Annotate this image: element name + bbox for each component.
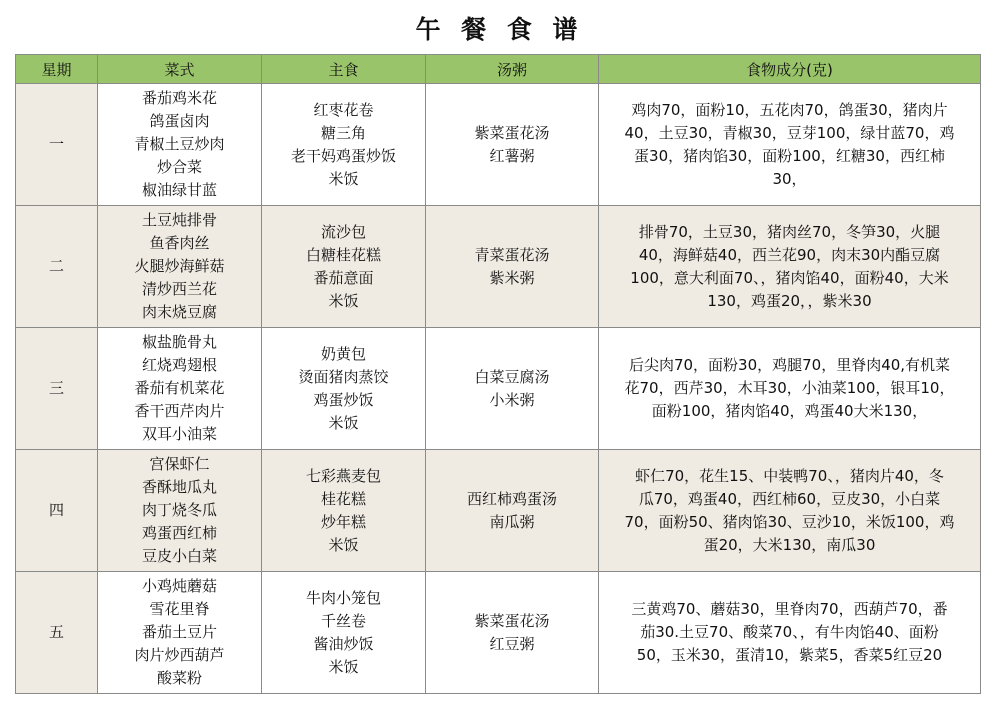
dish-item: 肉片炒西葫芦 xyxy=(134,646,225,664)
table-row xyxy=(16,572,981,694)
header-soups: 汤粥 xyxy=(426,55,599,84)
soups-cell xyxy=(426,328,599,450)
soups-cell xyxy=(426,84,599,206)
staples-cell xyxy=(262,450,426,572)
components-cell xyxy=(599,84,981,206)
soup-item: 红薯粥 xyxy=(489,146,535,165)
dishes-cell xyxy=(98,572,262,694)
dish-item: 鸡蛋西红柿 xyxy=(141,524,217,542)
day-cell: 四 xyxy=(16,450,98,572)
dish-item: 番茄鸡米花 xyxy=(141,89,217,107)
dishes-cell xyxy=(98,206,262,328)
soup-item: 南瓜粥 xyxy=(489,512,535,531)
staples-cell xyxy=(262,328,426,450)
dish-item: 土豆炖排骨 xyxy=(141,211,217,229)
header-dishes: 菜式 xyxy=(98,55,262,84)
staple-item: 米饭 xyxy=(328,657,359,676)
dish-item: 小鸡炖蘑菇 xyxy=(141,577,217,595)
component-line: 三黄鸡70、蘑菇30，里脊肉70，西葫芦70，番 xyxy=(631,600,948,618)
dish-item: 椒盐脆骨丸 xyxy=(141,333,217,351)
staples-cell xyxy=(262,84,426,206)
staple-item: 七彩燕麦包 xyxy=(305,466,381,485)
header-day: 星期 xyxy=(16,55,98,84)
dish-item: 豆皮小白菜 xyxy=(141,547,217,565)
staples-cell xyxy=(262,572,426,694)
day-cell: 一 xyxy=(16,84,98,206)
staple-item: 老干妈鸡蛋炒饭 xyxy=(290,146,396,165)
dish-item: 红烧鸡翅根 xyxy=(141,356,217,374)
staple-item: 番茄意面 xyxy=(313,268,374,287)
dish-item: 番茄土豆片 xyxy=(141,623,217,641)
dish-item: 香干西芹肉片 xyxy=(134,402,225,420)
table-header-row xyxy=(16,55,981,84)
component-line: 蛋20，大米130，南瓜30 xyxy=(703,535,876,554)
soups-cell xyxy=(426,450,599,572)
component-line: 70，面粉50、猪肉馅30、豆沙10，米饭100，鸡 xyxy=(624,512,955,531)
dish-item: 火腿炒海鲜菇 xyxy=(134,257,225,275)
component-line: 40，土豆30，青椒30，豆芽100，绿甘蓝70，鸡 xyxy=(624,123,955,142)
table-row xyxy=(16,450,981,572)
component-line: 花70，西芹30，木耳30，小油菜100，银耳10， xyxy=(624,379,955,397)
soup-item: 西红柿鸡蛋汤 xyxy=(466,489,557,508)
soup-item: 紫菜蛋花汤 xyxy=(474,611,550,630)
soup-item: 紫米粥 xyxy=(489,268,535,287)
dish-item: 肉丁烧冬瓜 xyxy=(141,501,217,519)
component-line: 后尖肉70，面粉30，鸡腿70，里脊肉40,有机菜 xyxy=(628,356,951,374)
staple-item: 米饭 xyxy=(328,169,359,188)
table-row xyxy=(16,84,981,206)
dish-item: 双耳小油菜 xyxy=(141,425,217,443)
dish-item: 酸菜粉 xyxy=(156,669,202,687)
lunch-menu-table xyxy=(15,54,981,694)
component-line: 蛋30，猪肉馅30，面粉100，红糖30，西红柿 xyxy=(634,146,945,165)
soup-item: 青菜蛋花汤 xyxy=(474,245,550,264)
table-row xyxy=(16,206,981,328)
component-line: 茄30.土豆70、酸菜70、，有牛肉馅40、面粉 xyxy=(640,623,939,641)
component-line: 鸡肉70，面粉10，五花肉70，鸽蛋30，猪肉片 xyxy=(631,100,948,119)
soup-item: 白菜豆腐汤 xyxy=(474,367,550,386)
staple-item: 烫面猪肉蒸饺 xyxy=(298,367,389,386)
staple-item: 炒年糕 xyxy=(320,512,366,531)
dish-item: 鸽蛋卤肉 xyxy=(149,112,210,130)
component-line: 30， xyxy=(772,169,807,188)
component-line: 排骨70，土豆30，猪肉丝70，冬笋30，火腿 xyxy=(638,222,941,241)
staples-cell xyxy=(262,206,426,328)
components-cell xyxy=(599,450,981,572)
day-cell: 五 xyxy=(16,572,98,694)
component-line: 瓜70，鸡蛋40，西红柿60，豆皮30，小白菜 xyxy=(638,489,941,508)
dish-item: 青椒土豆炒肉 xyxy=(134,135,225,153)
dish-item: 椒油绿甘蓝 xyxy=(141,181,217,199)
dish-item: 宫保虾仁 xyxy=(149,455,210,473)
dish-item: 番茄有机菜花 xyxy=(134,379,225,397)
table-row xyxy=(16,328,981,450)
dishes-cell xyxy=(98,328,262,450)
dishes-cell xyxy=(98,450,262,572)
component-line: 100，意大利面70、，猪肉馅40，面粉40，大米 xyxy=(630,268,949,287)
dish-item: 鱼香肉丝 xyxy=(149,234,210,252)
soup-item: 红豆粥 xyxy=(489,634,535,653)
soup-item: 紫菜蛋花汤 xyxy=(474,123,550,142)
staple-item: 桂花糕 xyxy=(320,489,366,508)
day-cell: 三 xyxy=(16,328,98,450)
header-staples: 主食 xyxy=(262,55,426,84)
component-line: 50，玉米30，蛋清10，紫菜5，香菜5红豆20 xyxy=(636,646,943,664)
dish-item: 清炒西兰花 xyxy=(141,280,217,298)
staple-item: 红枣花卷 xyxy=(313,100,374,119)
component-line: 面粉100，猪肉馅40，鸡蛋40大米130， xyxy=(651,402,928,420)
dishes-cell xyxy=(98,84,262,206)
soups-cell xyxy=(426,572,599,694)
soup-item: 小米粥 xyxy=(489,390,535,409)
components-cell xyxy=(599,572,981,694)
component-line: 虾仁70，花生15、中装鸭70、，猪肉片40，冬 xyxy=(635,466,944,485)
day-cell: 二 xyxy=(16,206,98,328)
staple-item: 白糖桂花糕 xyxy=(305,245,381,264)
dish-item: 雪花里脊 xyxy=(149,600,210,618)
dish-item: 肉末烧豆腐 xyxy=(141,303,217,321)
dish-item: 香酥地瓜丸 xyxy=(141,478,217,496)
staple-item: 酱油炒饭 xyxy=(313,634,374,653)
staple-item: 糖三角 xyxy=(320,123,366,142)
staple-item: 流沙包 xyxy=(320,222,366,241)
component-line: 40，海鲜菇40，西兰花90，肉末30内酯豆腐 xyxy=(638,245,941,264)
staple-item: 米饭 xyxy=(328,535,359,554)
components-cell xyxy=(599,206,981,328)
header-components: 食物成分(克) xyxy=(599,55,981,84)
components-cell xyxy=(599,328,981,450)
staple-item: 米饭 xyxy=(328,291,359,310)
table-body xyxy=(16,84,981,694)
page-title: 午 餐 食 谱 xyxy=(415,15,584,44)
soups-cell xyxy=(426,206,599,328)
staple-item: 鸡蛋炒饭 xyxy=(313,390,374,409)
dish-item: 炒合菜 xyxy=(156,158,202,176)
component-line: 130，鸡蛋20，，紫米30 xyxy=(707,291,872,310)
staple-item: 千丝卷 xyxy=(320,611,366,630)
staple-item: 牛肉小笼包 xyxy=(305,588,381,607)
staple-item: 米饭 xyxy=(328,413,359,432)
staple-item: 奶黄包 xyxy=(320,344,366,363)
